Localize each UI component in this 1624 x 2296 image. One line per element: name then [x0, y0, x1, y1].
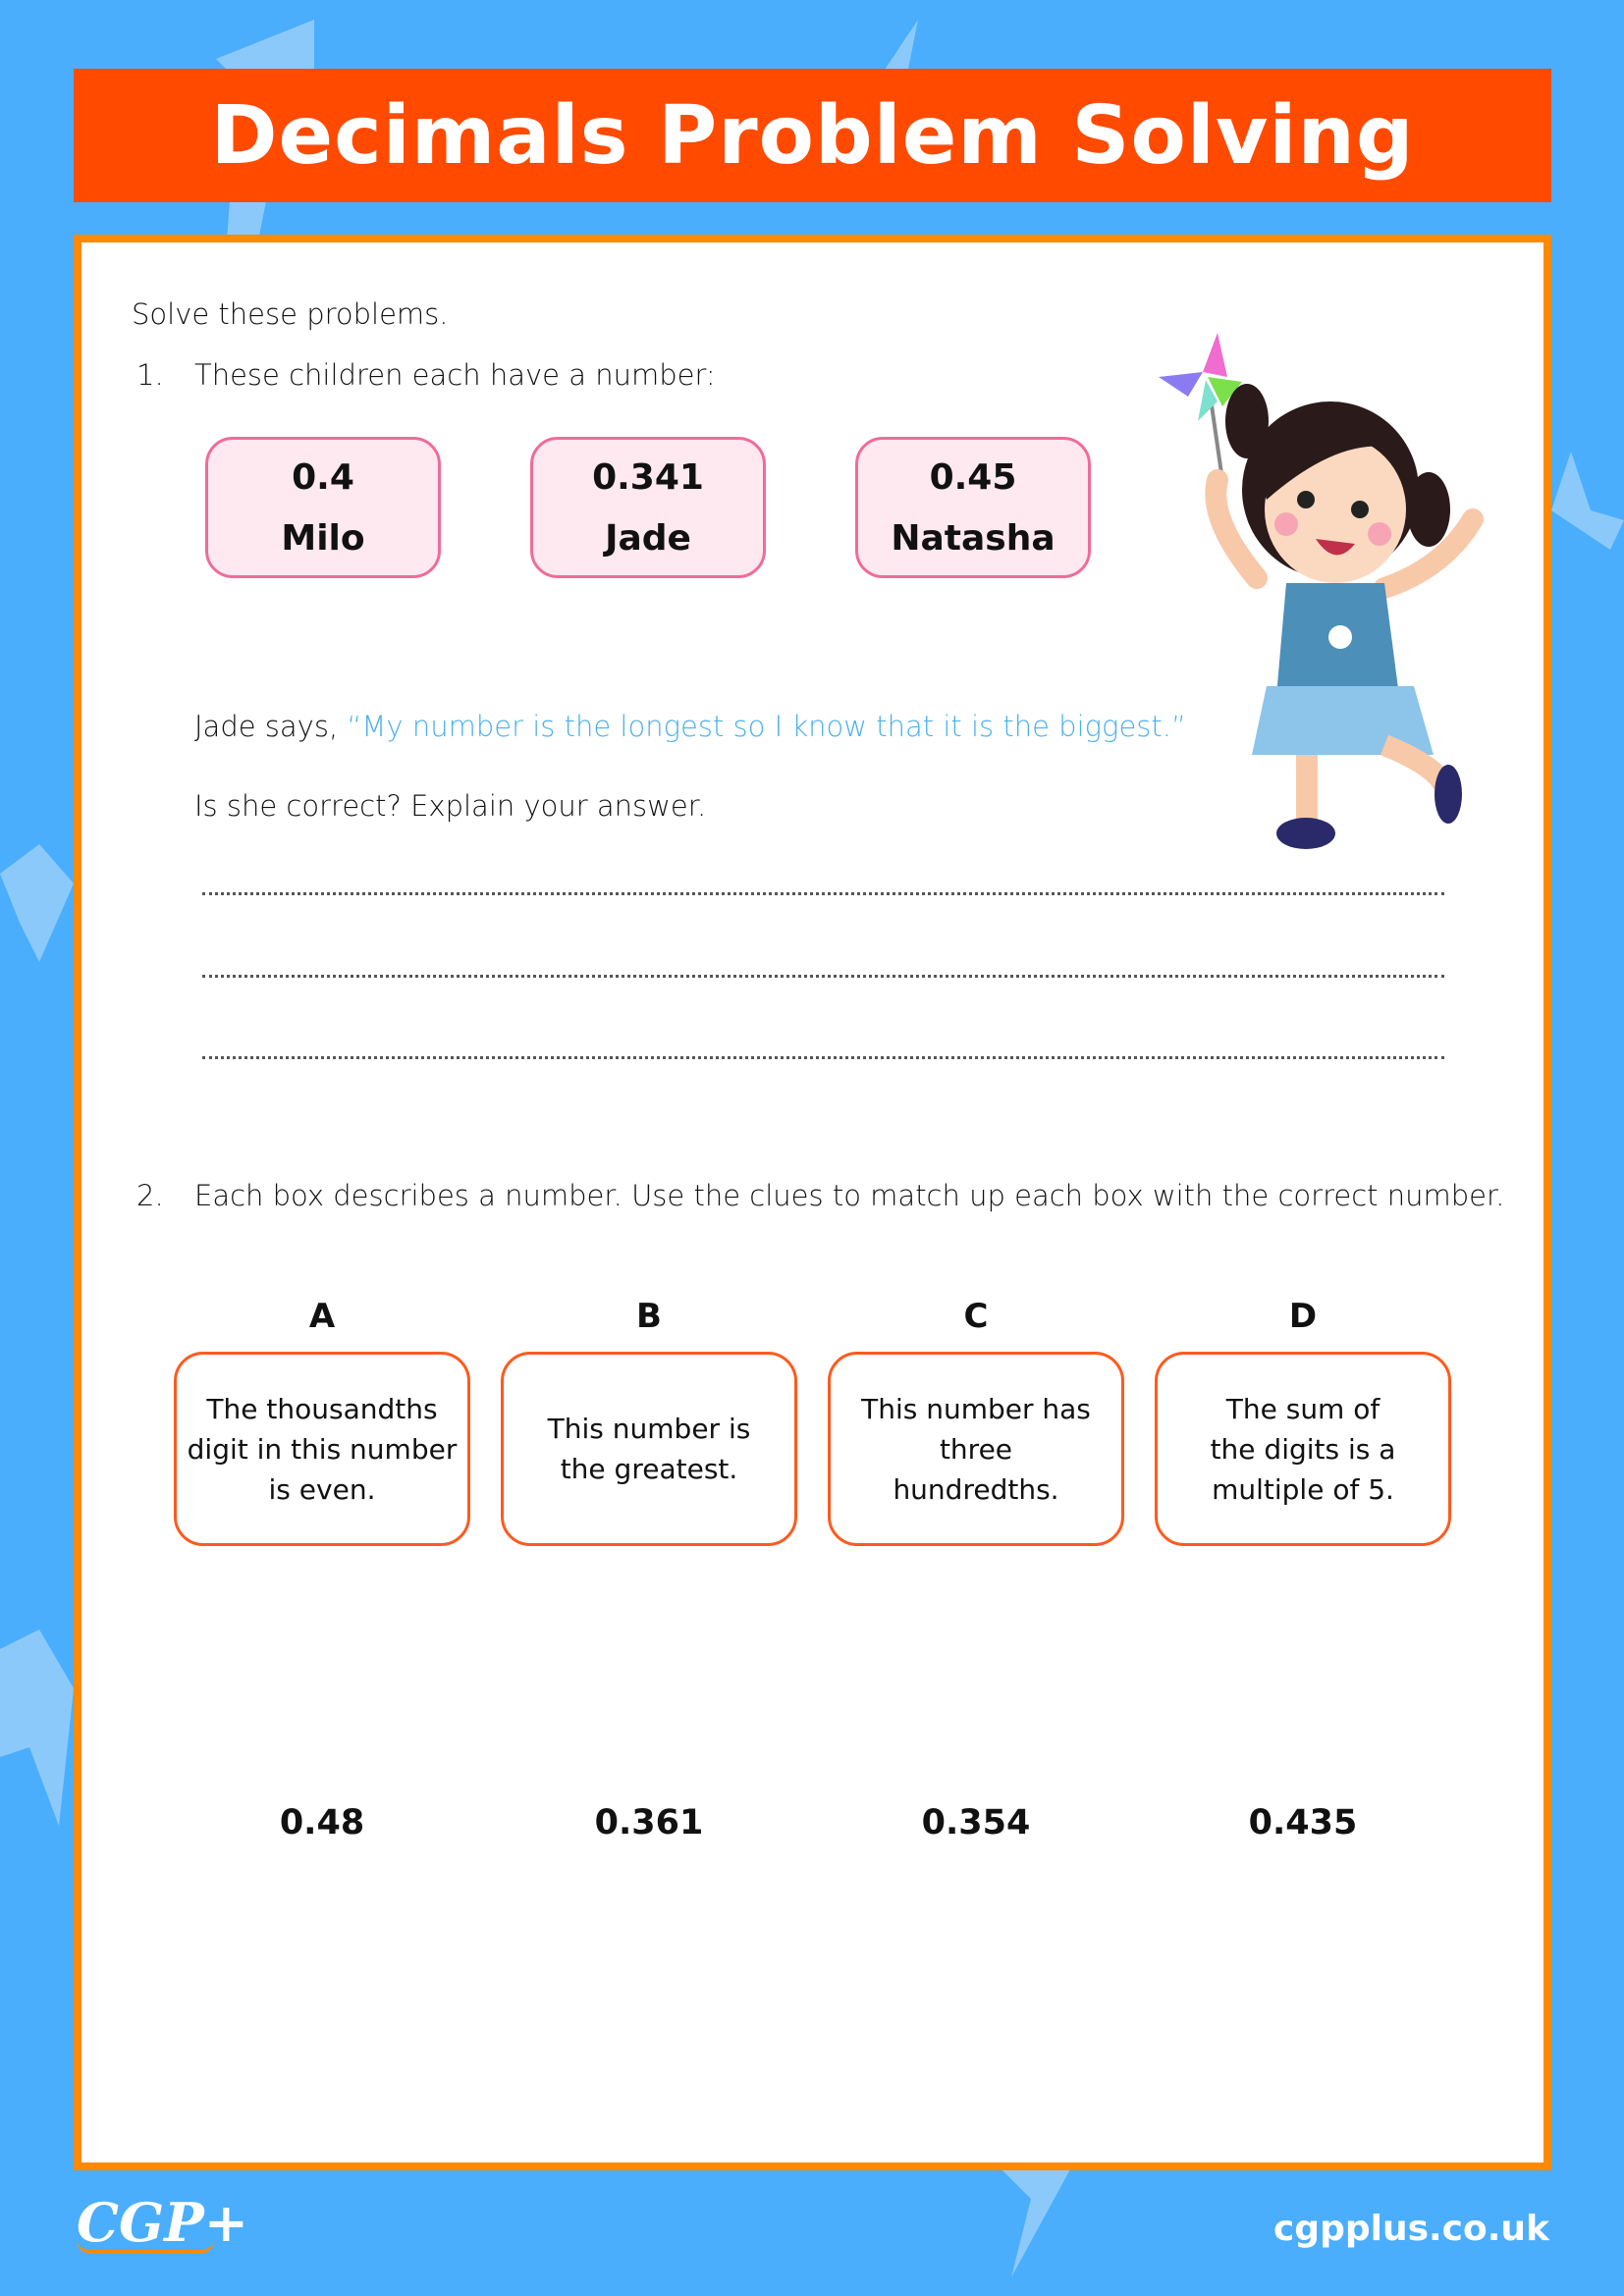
answer-number[interactable]: 0.354: [921, 1803, 1031, 1842]
website-url[interactable]: cgpplus.co.uk: [1272, 2209, 1549, 2249]
clue-box-c[interactable]: [828, 1352, 1124, 1546]
question-1-followup: Is she correct? Explain your answer.: [194, 789, 707, 823]
card-name: Jade: [605, 518, 691, 559]
card-value: 0.341: [592, 457, 704, 498]
clue-letter-b: B: [636, 1297, 662, 1336]
girl-with-pinwheel-illustration: [1149, 323, 1502, 873]
card-name: Natasha: [891, 518, 1056, 559]
answer-line[interactable]: [202, 975, 1444, 978]
jade-statement: [194, 710, 1186, 743]
question-1-prompt: These children each have a number:: [194, 358, 716, 392]
card-name: Milo: [281, 518, 365, 559]
card-value: 0.4: [292, 457, 354, 498]
clue-box-b[interactable]: [501, 1352, 797, 1546]
number-card-milo: [205, 437, 441, 578]
worksheet-panel: [74, 235, 1551, 2170]
answer-line[interactable]: [202, 892, 1444, 895]
jade-quote: “My number is the longest so I know that it is the biggest.”: [347, 710, 1187, 743]
question-2-prompt: Each box describes a number. Use the clues to match up each box with the correct number.: [194, 1179, 1505, 1212]
card-value: 0.45: [929, 457, 1017, 498]
page-title: Decimals Problem Solving: [210, 88, 1415, 183]
answer-number[interactable]: 0.48: [279, 1803, 365, 1842]
clue-box-a[interactable]: [174, 1352, 470, 1546]
instructions: Solve these problems.: [132, 297, 449, 331]
clue-letter-a: A: [308, 1297, 336, 1336]
question-2-number: 2.: [136, 1179, 164, 1212]
lightning-decoration-icon: [0, 1629, 74, 1826]
lightning-decoration-icon: [992, 2160, 1070, 2277]
title-banner: [74, 69, 1551, 202]
number-card-jade: [530, 437, 766, 578]
clue-letter-d: D: [1288, 1297, 1318, 1336]
number-card-natasha: [855, 437, 1091, 578]
logo-text: CGP+: [77, 2191, 248, 2254]
clue-letter-c: C: [963, 1297, 989, 1336]
clue-box-d[interactable]: [1155, 1352, 1451, 1546]
question-1-number: 1.: [136, 358, 164, 392]
says-prefix: Jade says,: [194, 710, 348, 743]
answer-number[interactable]: 0.435: [1248, 1803, 1358, 1842]
answer-line[interactable]: [202, 1056, 1444, 1059]
clue-text: The sum of the digits is a multiple of 5.: [1210, 1392, 1396, 1506]
clue-text: This number has three hundredths.: [861, 1392, 1091, 1506]
answer-number[interactable]: 0.361: [594, 1803, 704, 1842]
clue-text: The thousandths digit in this number is even.: [187, 1392, 458, 1506]
clue-text: This number is the greatest.: [547, 1413, 751, 1485]
cgp-logo: [77, 2191, 248, 2254]
lightning-decoration-icon: [0, 844, 74, 962]
